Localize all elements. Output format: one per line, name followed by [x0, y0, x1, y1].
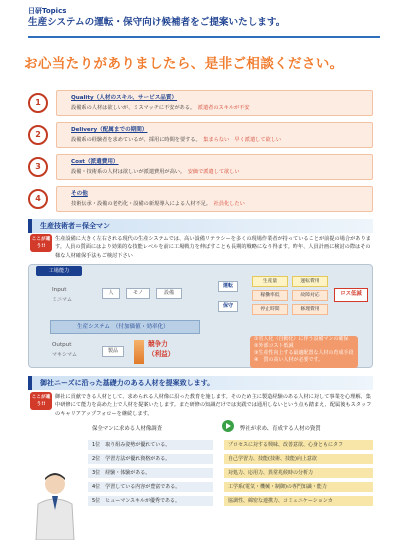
section-title: 御社ニーズに沿った基礎力のある人材を提案致します。 [40, 379, 215, 387]
table-right-cell: プロセスに対する興味、改善意欲、心身ともにタフ [224, 440, 373, 451]
panel-tab: 工場能力 [36, 266, 82, 276]
production-system-bar: 生産システム （付加価値・効率化） [50, 320, 200, 334]
concern-note: 社員化したい [213, 201, 245, 207]
table-row [88, 468, 373, 479]
output-product: 製品 [102, 346, 124, 357]
concern-box [56, 154, 373, 180]
section-title: 生産技術者＝保全マン [40, 222, 110, 230]
output-sub: マキシマム [52, 352, 77, 358]
section-text: 御社に貢献できる人材として、求められる人材像に沿った教育を施します。そのため主に製造経験のある人材に対して事業を心理解、集中研修にて能力を高めた上で人材を提案いたします。また研修の知識だけでは実践では通用しないという点も踏まえ、配属後もスタッフのキャリアアップフォローを継続します。 [55, 394, 372, 417]
concern-title: その他 [71, 191, 88, 197]
concern-number: 3 [28, 157, 48, 177]
profit: （利益） [148, 350, 175, 358]
table-right-cell: 自己学習力、技能(技術、技能)向上意欲 [224, 454, 373, 465]
section-text: 生産設備に大きく左右される現代の生産システムでは、高い設備リテラシーを多くの現場作業者が持っていることが前提の場合があります。人員の質面にはより効果的な技能レベルを前に工場戦力を伸ばすことも長期的戦略になり得ます。昨年、人員計画に検討の際はその様な人材確保手法もご検討下さい [55, 236, 371, 259]
box-low-uptime: 稼働率低 [252, 290, 288, 301]
benefit-1: ①省人化（自動化）に伴う設備マンの確保 [254, 336, 349, 342]
concern-note: 派遣者のスキルが不安 [197, 105, 250, 111]
table-row [88, 454, 373, 465]
page-header [0, 0, 403, 44]
concern-1 [28, 90, 373, 116]
op-maintenance: 保守 [218, 301, 238, 312]
concern-3 [28, 154, 373, 180]
growth-bar-icon [134, 340, 144, 364]
input-materials: モノ [126, 288, 150, 299]
competitiveness: 競争力 [148, 340, 168, 348]
concern-box [56, 90, 373, 116]
box-fault: 故障対応 [292, 290, 328, 301]
table-right-cell: 協調性、綿密な連携力、コミュニケーションカ [224, 496, 373, 507]
box-downtime: 停止時間 [252, 304, 288, 315]
concern-desc: 設備系の経験者を求めているが、採用に時間を要する。 集まらない 早く派遣して欲しい [71, 137, 282, 143]
header-divider [28, 36, 380, 38]
table-left-cell: 2位 学習方法が優れ資格がある。 [88, 454, 213, 465]
benefits-list [250, 336, 358, 368]
table-left-cell: 3位 経験・体験がある。 [88, 468, 213, 479]
box-repair-cost: 修理費用 [292, 304, 328, 315]
table-left-cell: 1位 取り組み姿勢が優れている。 [88, 440, 213, 451]
table-left-title: 保全マンに求める人材像調査 [92, 426, 163, 432]
box-op-cost: 運転費用 [292, 276, 328, 287]
table-left-cell: 5位 ヒューマンスキルが優秀である。 [88, 496, 213, 507]
header-tag: 日研Topics [28, 7, 67, 15]
benefit-4: ④ 質の高い人材が必要です。 [254, 357, 324, 363]
concern-4 [28, 186, 373, 212]
concern-box [56, 186, 373, 212]
loss-reduction: ロス低減 [334, 288, 368, 302]
concern-box [56, 122, 373, 148]
input-sub: ミニマム [52, 297, 73, 303]
table-left-cell: 4位 学習している内容が豊富である。 [88, 482, 213, 493]
concern-title: Delivery（配属までの期間） [71, 127, 148, 133]
box-production: 生産量 [252, 276, 288, 287]
table-right-title: 弊社が求め、育成する人材の資質 [240, 426, 321, 432]
concern-desc: 技術伝承・設備の老朽化・設備の新規導入による人材不足。 社員化したい [71, 201, 245, 207]
table-right-cell: 対処力、応用力、異常兆候時の分析力 [224, 468, 373, 479]
highlight-badge: ここが違う!! [30, 234, 52, 252]
input-label: Input [52, 287, 67, 293]
output-label: Output [52, 342, 72, 348]
benefit-2: ②外部コスト低減 [254, 343, 294, 349]
concern-number: 1 [28, 93, 48, 113]
section-heading-2 [28, 376, 373, 390]
input-people: 人 [102, 288, 120, 299]
concern-number: 2 [28, 125, 48, 145]
concern-2 [28, 122, 373, 148]
page-title: 生産システムの運転・保守向け候補者をご提案いたします。 [28, 17, 286, 28]
concern-title: Cost（派遣費用） [71, 159, 119, 165]
concern-number: 4 [28, 189, 48, 209]
arrow-right-icon [222, 420, 234, 432]
table-row [88, 440, 373, 451]
op-operation: 運転 [218, 281, 238, 292]
concern-note: 集まらない 早く派遣して欲しい [203, 137, 282, 143]
highlight-badge: ここが違う!! [30, 392, 52, 410]
concern-desc: 設備系の人材は欲しいが、ミスマッチに不安がある。 派遣者のスキルが不安 [71, 105, 250, 111]
concern-title: Quality（人材のスキル、サービス品質） [71, 95, 178, 101]
input-equipment: 設備 [156, 288, 182, 299]
headline: お心当たりがありましたら、是非ご相談ください。 [24, 56, 344, 72]
table-right-cell: 工学系(電気・機械・制御)の専門知識・能力 [224, 482, 373, 493]
section-heading-1 [28, 219, 373, 233]
table-row [88, 482, 373, 493]
concern-desc: 設備・技術系の人材は欲しいが派遣費用が高い。 安価で派遣して欲しい [71, 169, 240, 175]
person-illustration [30, 470, 80, 540]
benefit-3: ③生産性向上する最適配置な人材の育成手段 [254, 350, 354, 356]
table-row [88, 496, 373, 507]
concern-note: 安価で派遣して欲しい [187, 169, 240, 175]
